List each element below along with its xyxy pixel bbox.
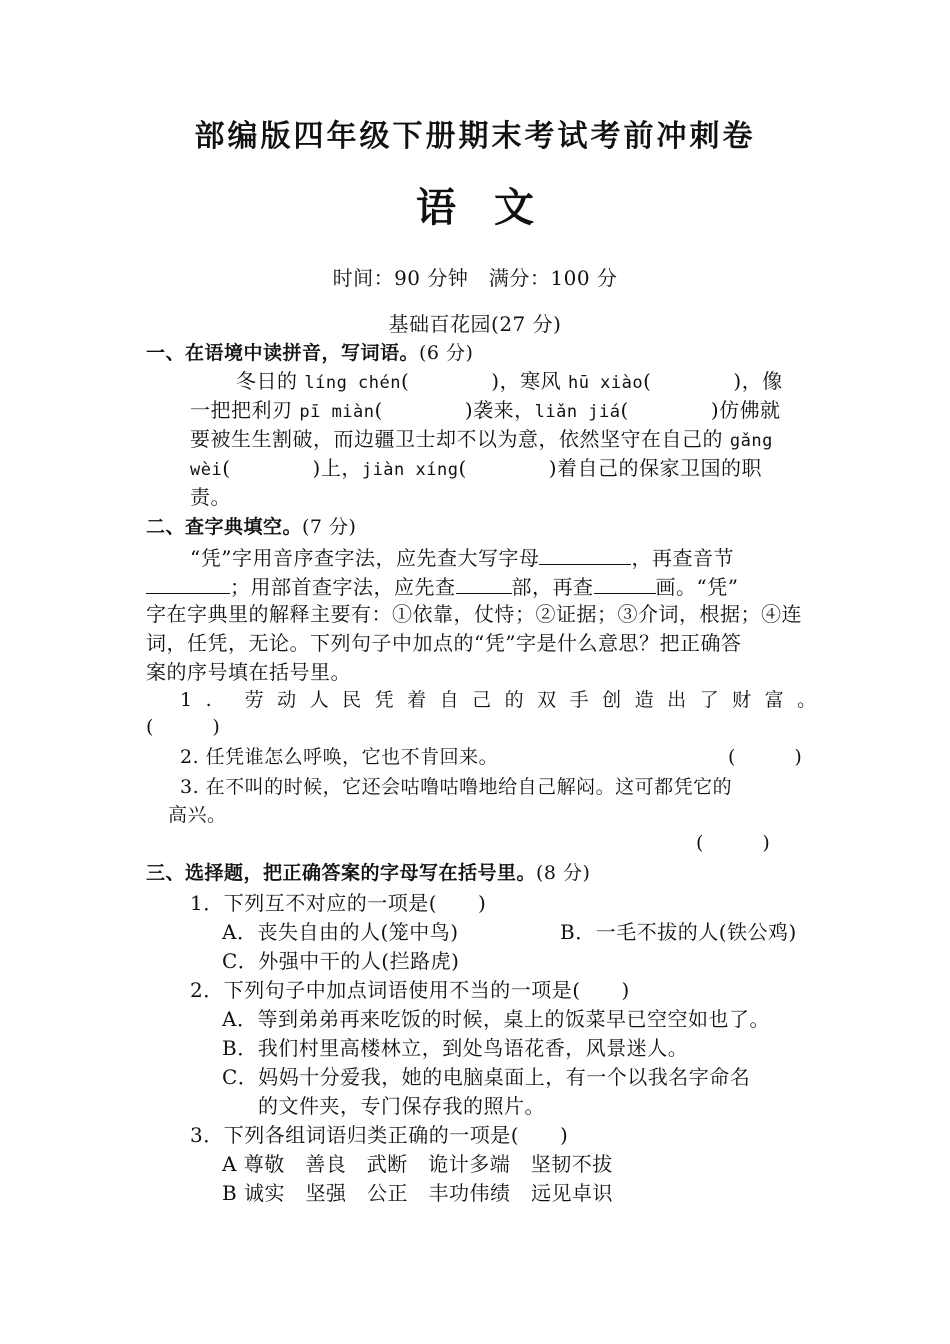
q2-item-3: 3. 在不叫的时候，它还会咕噜咕噜地给自己解闷。这可都凭它的 <box>180 776 733 798</box>
q2-text: ；用部首查字法，应先查 <box>230 575 456 599</box>
q3-sub-1-option-b: B．一毛不拔的人(铁公鸡) <box>560 920 797 944</box>
answer-blank[interactable]: ( )袭来， <box>374 398 535 422</box>
section-label: 基础百花园(27 分) <box>388 312 562 336</box>
answer-blank[interactable]: ( )，像 <box>643 369 783 393</box>
q2-text: “凭”字用音序查字法，应先查大写字母 <box>190 546 540 570</box>
q3-sub-2: 2．下列句子中加点词语使用不当的一项是( ) <box>190 978 630 1002</box>
answer-blank[interactable]: ( )着自己的保家卫国的职 <box>458 456 763 480</box>
q2-item-1-answer[interactable]: ( ) <box>146 716 221 738</box>
q1-line5: 责。 <box>190 485 231 509</box>
q3-sub-3: 3．下列各组词语归类正确的一项是( ) <box>190 1123 569 1147</box>
q2-item-2: 2. 任凭谁怎么呼唤，它也不肯回来。 <box>180 746 499 768</box>
q2-line1 <box>190 546 734 568</box>
q3-sub-2-option-b: B．我们村里高楼林立，到处鸟语花香，风景迷人。 <box>222 1036 689 1060</box>
q2-line5: 案的序号填在括号里。 <box>146 660 351 684</box>
q2-item-3-answer[interactable]: ( ) <box>696 832 771 854</box>
q2-line2 <box>146 575 738 597</box>
q3-heading-text: 三、选择题，把正确答案的字母写在括号里。 <box>146 862 537 884</box>
q1-points: (6 分) <box>419 342 474 364</box>
pinyin: liǎn jiá <box>534 402 621 422</box>
pinyin: jiàn xíng <box>361 460 459 480</box>
pinyin: wèi <box>190 460 223 480</box>
subject-title: 语文 <box>416 184 572 231</box>
q2-text: 部，再查 <box>511 575 594 599</box>
q1-heading <box>146 344 473 363</box>
q2-item-1: 1. 劳动人民凭着自己的双手创造出了财富。 <box>180 689 830 711</box>
q3-sub-1-option-c: C．外强中干的人(拦路虎) <box>222 949 460 973</box>
q1-line1 <box>236 371 783 392</box>
q3-sub-3-option-a: A 尊敬 善良 武断 诡计多端 坚韧不拔 <box>222 1152 613 1176</box>
q1-line2 <box>190 400 781 421</box>
q3-sub-2-option-c: C．妈妈十分爱我，她的电脑桌面上，有一个以我名字命名 <box>222 1065 751 1089</box>
fill-blank-radical[interactable] <box>456 575 512 594</box>
fill-blank-strokes[interactable] <box>594 575 656 594</box>
q1-line3 <box>190 429 773 450</box>
q2-item-2-answer[interactable]: ( ) <box>728 746 803 768</box>
fill-blank-letter[interactable] <box>539 546 631 565</box>
pinyin: gǎng <box>729 431 773 451</box>
answer-blank[interactable]: ( )，寒风 <box>400 369 568 393</box>
q3-heading <box>146 864 590 883</box>
q1-line4 <box>190 458 762 479</box>
q3-points: (8 分) <box>536 862 591 884</box>
fill-blank-syllable[interactable] <box>146 575 230 594</box>
q2-line3: 字在字典里的解释主要有：①依靠，仗恃；②证据；③介词，根据；④连 <box>146 602 802 626</box>
q3-sub-1: 1．下列互不对应的一项是( ) <box>190 891 487 915</box>
answer-blank[interactable]: ( )上， <box>222 456 362 480</box>
q2-text: 画。“凭” <box>655 575 739 599</box>
q2-item-3-cont: 高兴。 <box>168 804 227 826</box>
exam-meta: 时间：90 分钟 满分：100 分 <box>332 266 618 290</box>
q1-text: 要被生生割破，而边疆卫士却不以为意，依然坚守在自己的 <box>190 427 730 451</box>
q1-text: 一把把利刃 <box>190 398 300 422</box>
q3-sub-2-option-c-cont: 的文件夹，专门保存我的照片。 <box>258 1094 545 1118</box>
pinyin: pī miàn <box>299 402 375 422</box>
q1-heading-text: 一、在语境中读拼音，写词语。 <box>146 342 420 364</box>
q3-sub-2-option-a: A．等到弟弟再来吃饭的时候，桌上的饭菜早已空空如也了。 <box>222 1007 770 1031</box>
answer-blank[interactable]: ( )仿佛就 <box>620 398 781 422</box>
exam-title: 部编版四年级下册期末考试考前冲刺卷 <box>194 119 756 154</box>
q2-heading <box>146 518 356 537</box>
q1-text: 冬日的 <box>236 369 305 393</box>
pinyin: líng chén <box>304 373 401 393</box>
pinyin: hū xiào <box>567 373 644 393</box>
q2-heading-text: 二、查字典填空。 <box>146 516 303 538</box>
q3-sub-1-option-a: A．丧失自由的人(笼中鸟) <box>222 920 459 944</box>
q2-line4: 词，任凭，无论。下列句子中加点的“凭”字是什么意思？把正确答 <box>146 631 742 655</box>
q2-points: (7 分) <box>302 516 357 538</box>
q3-sub-3-option-b: B 诚实 坚强 公正 丰功伟绩 远见卓识 <box>222 1181 614 1205</box>
q2-text: ，再查音节 <box>631 546 734 570</box>
